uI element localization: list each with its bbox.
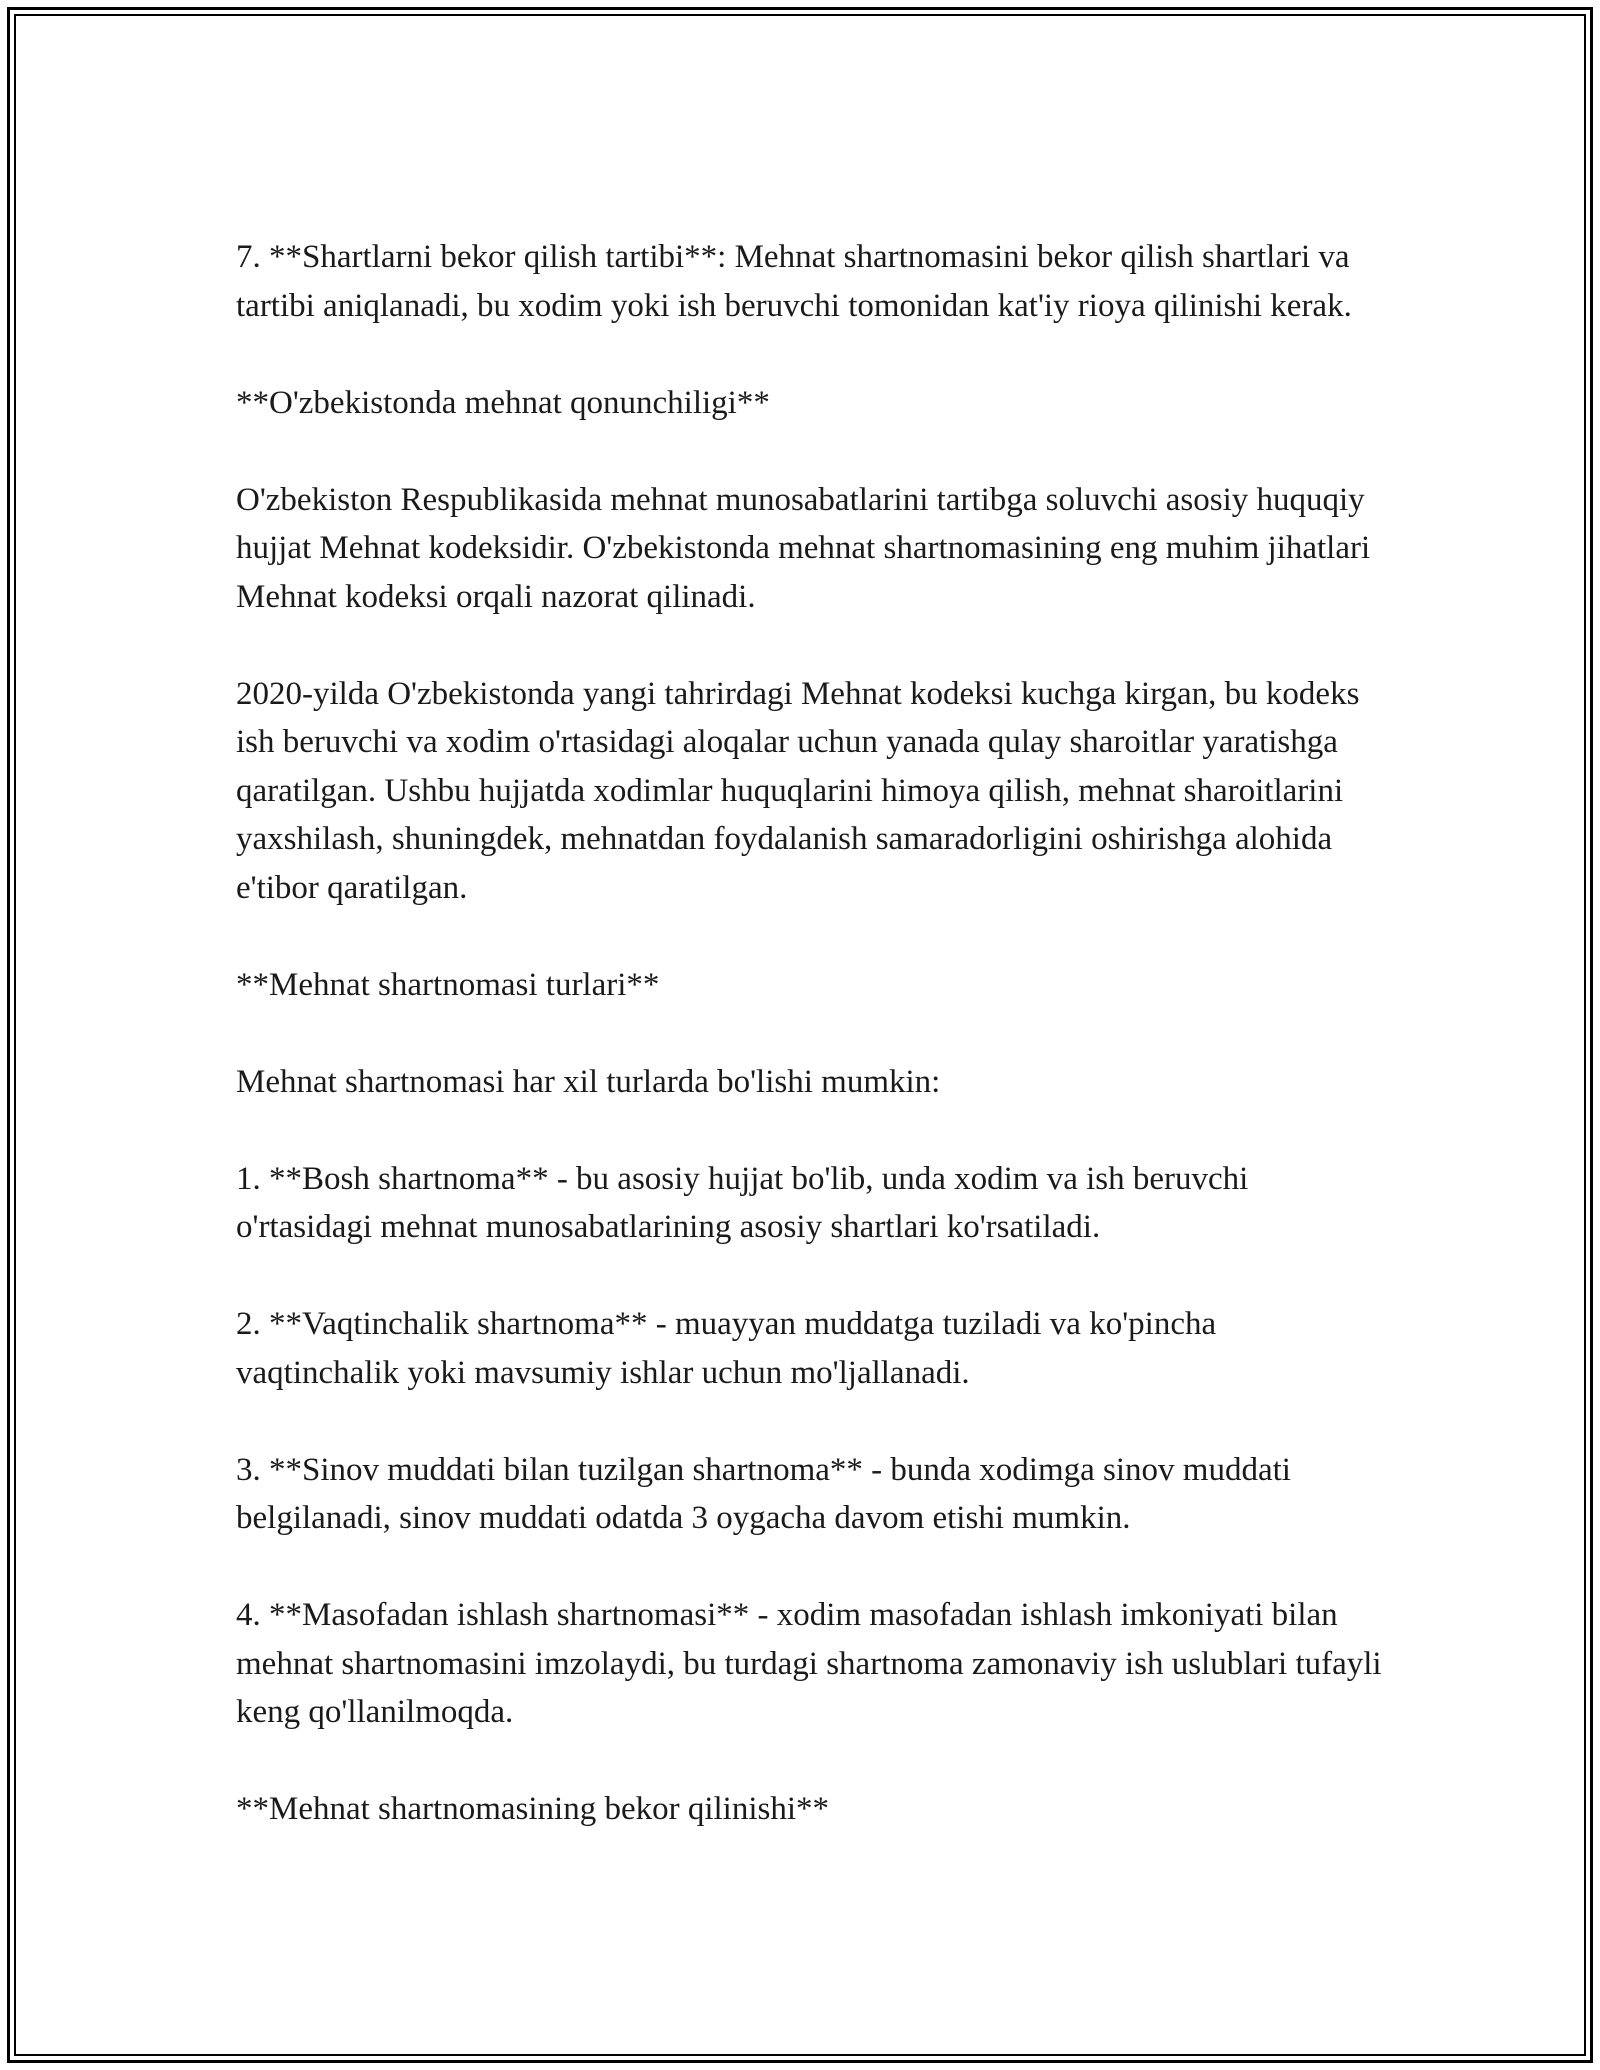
list-item-temporary-contract: 2. **Vaqtinchalik shartnoma** - muayyan muddatga tuziladi va ko'pincha vaqtinchalik yoki mavsumiy ishlar uchun mo'ljallanadi.	[236, 1306, 1217, 1391]
paragraph-labor-code: O'zbekiston Respublikasida mehnat munosabatlarini tartibga soluvchi asosiy huquqiy hujjat Mehnat kodeksidir. O'zbekistonda mehnat shartnomasining eng muhim jihatlari Mehnat kodeksi orqali nazorat qilinadi.	[236, 481, 1371, 615]
paragraph-2020-labor-code: 2020-yilda O'zbekistonda yangi tahrirdagi Mehnat kodeksi kuchga kirgan, bu kodeks ish beruvchi va xodim o'rtasidagi aloqalar uchun yanada qulay sharoitlar yaratishga qaratilgan. Ushbu hujjatda xodimlar huquqlarini himoya qilish, mehnat sharoitlarini yaxshilash, shuningdek, mehnatdan foydalanish samaradorligini oshirishga alohida e'tibor qaratilgan.	[236, 675, 1360, 906]
heading-contract-termination: **Mehnat shartnomasining bekor qilinishi**	[236, 1791, 830, 1827]
heading-contract-types: **Mehnat shartnomasi turlari**	[236, 966, 660, 1003]
document-body	[236, 233, 1386, 1834]
list-item-remote-contract: 4. **Masofadan ishlash shartnomasi** - xodim masofadan ishlash imkoniyati bilan mehnat shartnomasini imzolaydi, bu turdagi shartnoma zamonaviy ish uslublari tufayli keng qo'llanilmoqda.	[236, 1597, 1382, 1730]
heading-labor-legislation: **O'zbekistonda mehnat qonunchiligi**	[236, 384, 770, 421]
paragraph-contract-types-intro: Mehnat shartnomasi har xil turlarda bo'lishi mumkin:	[236, 1063, 941, 1100]
list-item-probation-contract: 3. **Sinov muddati bilan tuzilgan shartnoma** - bunda xodimga sinov muddati belgilanadi, sinov muddati odatda 3 oygacha davom etishi mumkin.	[236, 1451, 1291, 1536]
list-item-main-contract: 1. **Bosh shartnoma** - bu asosiy hujjat bo'lib, unda xodim va ish beruvchi o'rtasidagi mehnat munosabatlarining asosiy shartlari ko'rsatiladi.	[236, 1160, 1249, 1245]
paragraph-cancellation-procedure: 7. **Shartlarni bekor qilish tartibi**: Mehnat shartnomasini bekor qilish shartlari va tartibi aniqlanadi, bu xodim yoki ish beruvchi tomonidan kat'iy rioya qilinishi kerak.	[236, 239, 1352, 324]
